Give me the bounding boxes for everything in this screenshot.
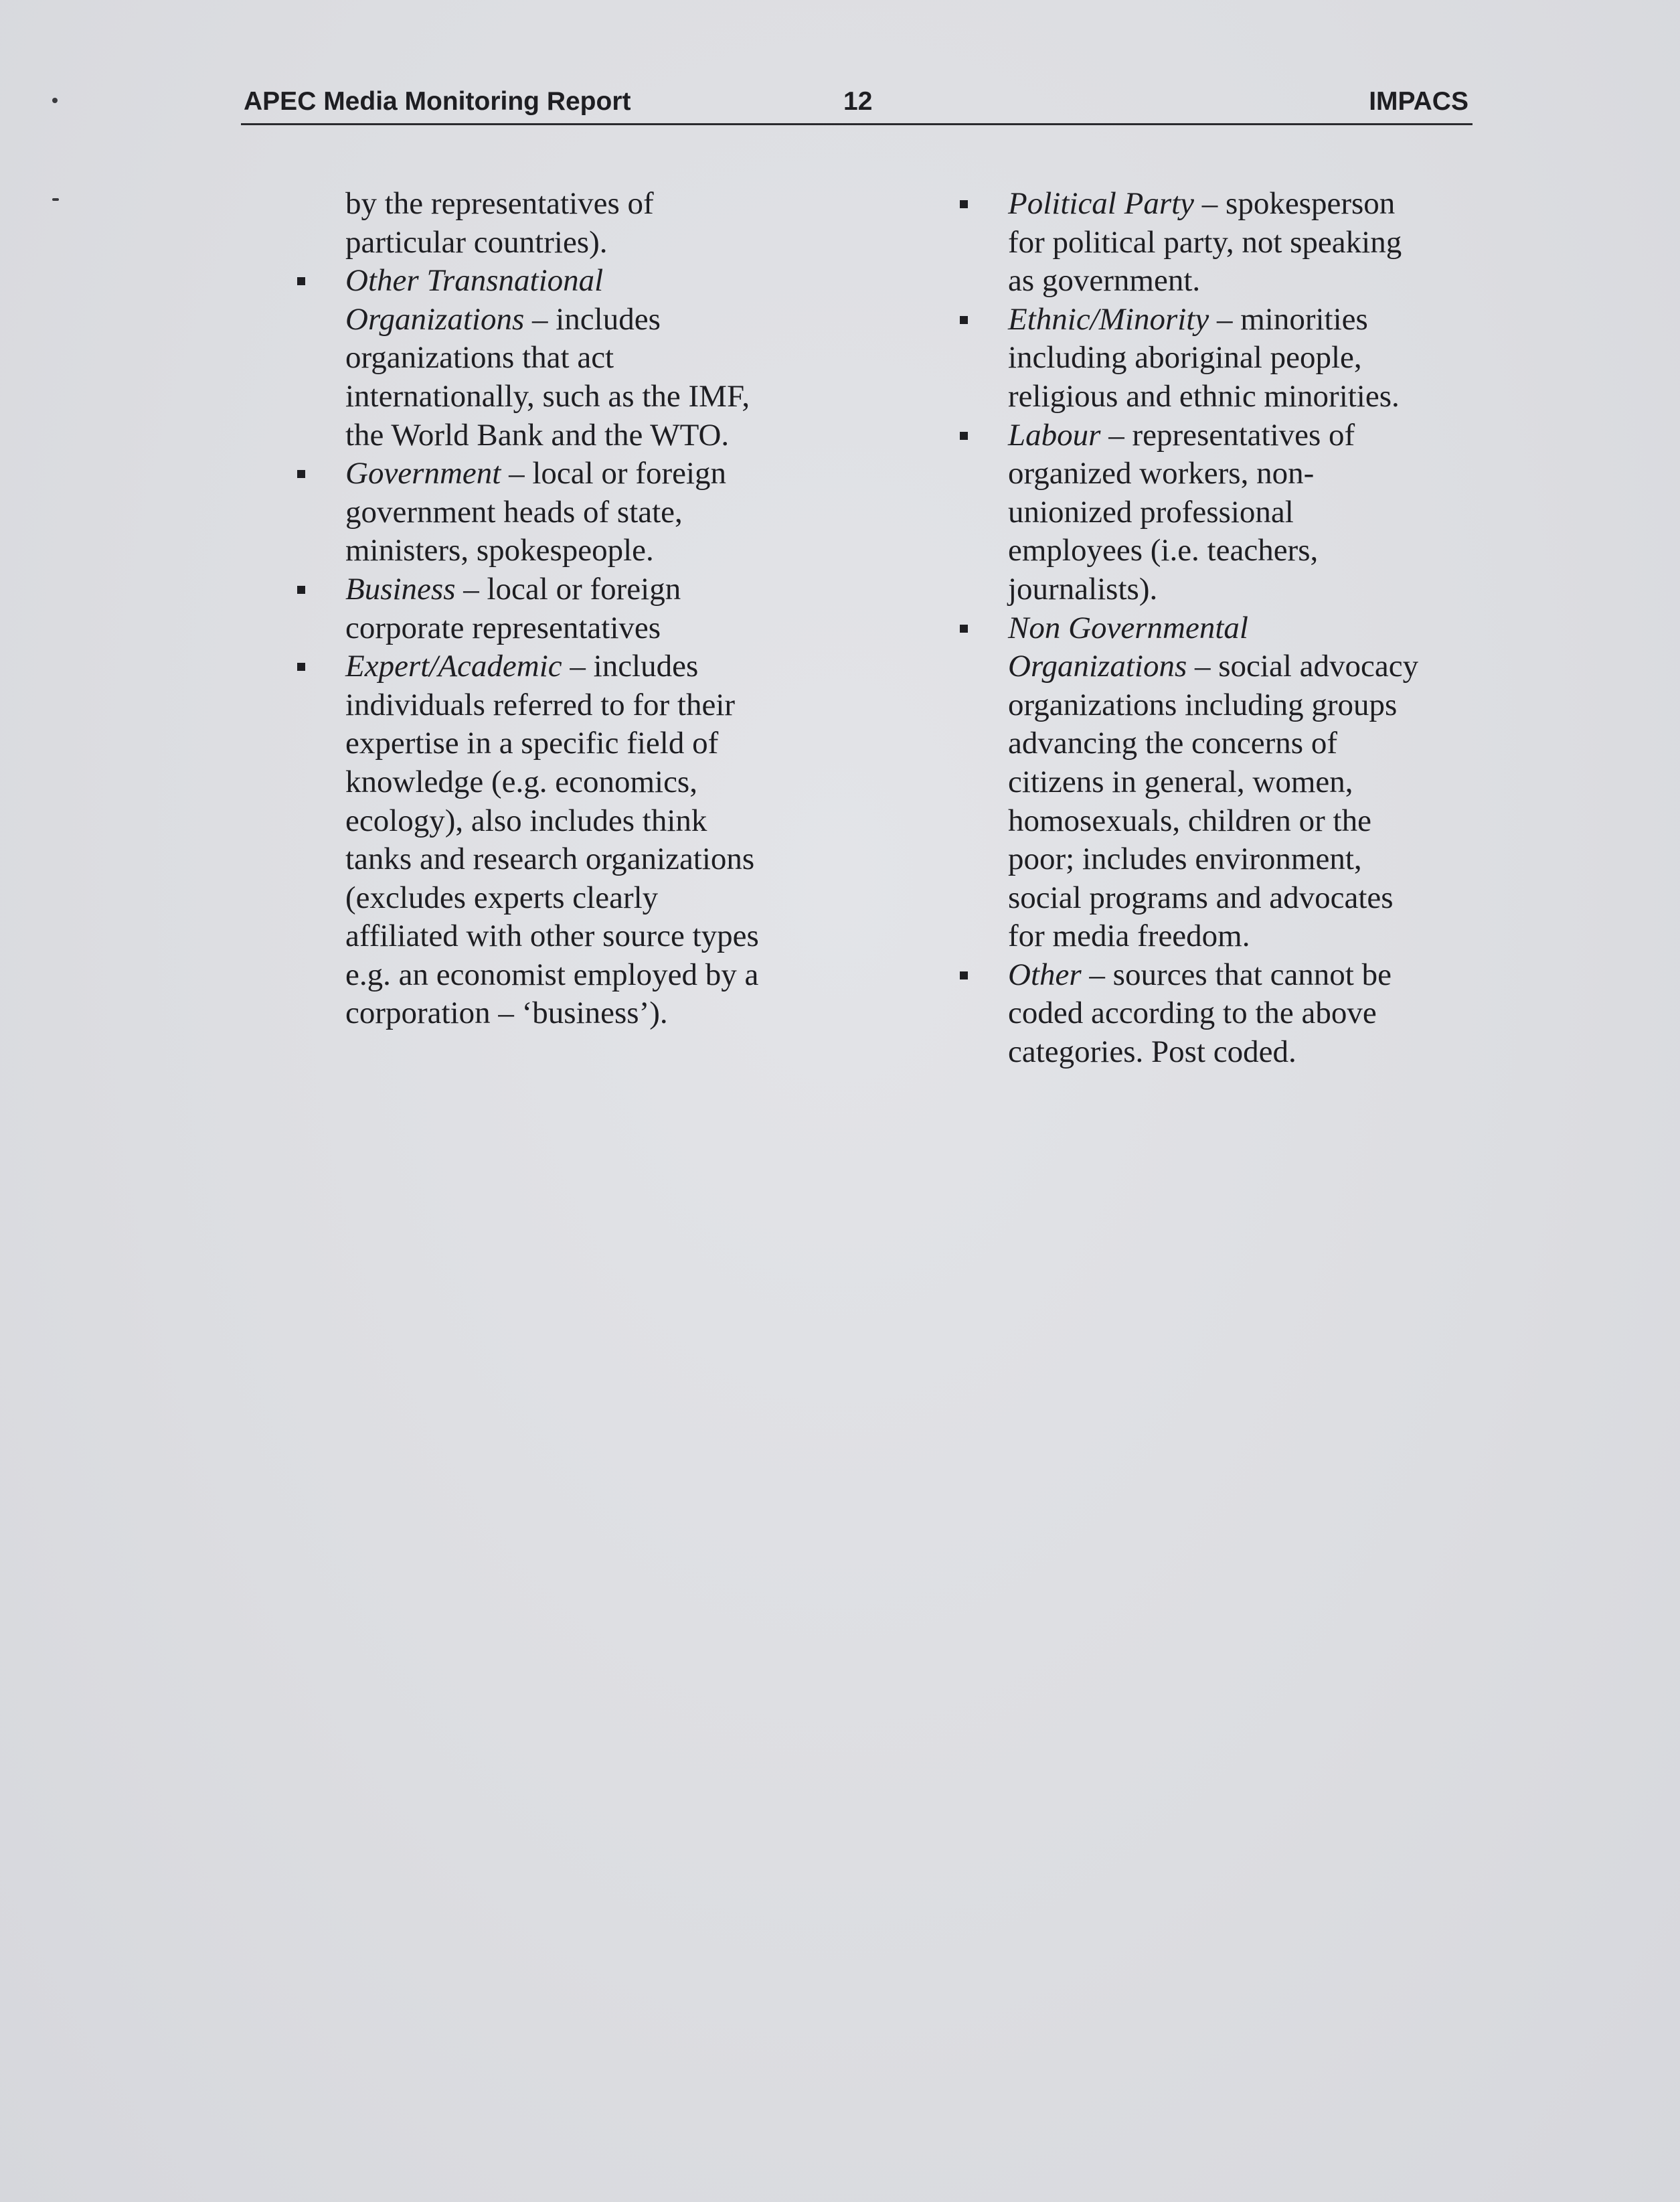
list-item-text xyxy=(345,572,681,645)
list-item-text xyxy=(1008,302,1400,414)
list-item xyxy=(957,609,1493,956)
list-item-text xyxy=(1008,186,1402,298)
list-item-text xyxy=(345,456,726,568)
bullet-icon xyxy=(297,470,305,478)
source-type-term: Labour xyxy=(1008,417,1101,453)
bullet-icon xyxy=(297,277,305,285)
list-item-text xyxy=(345,263,750,452)
source-type-term: Business xyxy=(345,571,456,607)
source-type-term: Other xyxy=(1008,957,1082,992)
source-type-term: Non Governmental Organizations xyxy=(1008,610,1248,684)
source-type-description: – sources that cannot be coded according to the above categories. Post coded. xyxy=(1008,957,1392,1070)
source-type-description: – minorities including aboriginal people, religious and ethnic minorities. xyxy=(1008,301,1400,414)
report-title: APEC Media Monitoring Report xyxy=(244,87,631,116)
scan-speck xyxy=(52,198,59,201)
list-item xyxy=(295,262,830,455)
list-item xyxy=(295,455,830,570)
source-type-description: – local or foreign corporate representatives xyxy=(345,571,681,645)
left-column xyxy=(295,185,830,1033)
bullet-icon xyxy=(960,625,968,633)
list-item xyxy=(957,301,1493,416)
bullet-icon xyxy=(960,971,968,979)
list-item xyxy=(295,570,830,647)
source-type-description: – representatives of organized workers, non- unionized professional employees (i.e. teachers, journalists). xyxy=(1008,417,1355,607)
scan-speck xyxy=(52,98,58,103)
source-type-description: – social advocacy organizations including groups advancing the concerns of citizens in general, women, homosexuals, children or the poor; includes environment, social programs and advocates for media freedom. xyxy=(1008,649,1419,954)
page-number: 12 xyxy=(843,87,873,116)
bullet-icon xyxy=(960,200,968,208)
source-type-description: – includes individuals referred to for their expertise in a specific field of knowledge (e.g. economics, ecology), also includes think tanks and research organizations (excludes experts clearly affiliated with other source types e.g. an economist employed by a corporation – ‘business’). xyxy=(345,649,759,1031)
list-item-text xyxy=(345,649,759,1030)
list-item xyxy=(295,647,830,1033)
list-item xyxy=(957,956,1493,1072)
page-header xyxy=(241,84,1473,125)
continuation-paragraph: by the representatives of particular countries). xyxy=(345,186,654,260)
source-type-description: – local or foreign government heads of state, ministers, spokespeople. xyxy=(345,456,727,568)
bullet-icon xyxy=(960,316,968,324)
right-column xyxy=(957,185,1493,1072)
source-type-description: – spokesperson for political party, not speaking as government. xyxy=(1008,186,1402,299)
list-item-text xyxy=(1008,611,1418,954)
list-item-text xyxy=(1008,418,1355,607)
source-type-term: Expert/Academic xyxy=(345,649,562,684)
list-item xyxy=(957,185,1493,301)
source-type-term: Other Transnational Organizations xyxy=(345,263,604,337)
list-item xyxy=(957,416,1493,609)
source-type-term: Government xyxy=(345,456,501,491)
source-type-description: – includes organizations that act internationally, such as the IMF, the World Bank and the WTO. xyxy=(345,301,750,453)
bullet-icon xyxy=(297,663,305,671)
source-type-term: Ethnic/Minority xyxy=(1008,301,1209,337)
list-item-text xyxy=(1008,957,1392,1069)
bullet-icon xyxy=(960,432,968,440)
bullet-icon xyxy=(297,586,305,594)
organization-name: IMPACS xyxy=(1369,87,1468,116)
source-type-term: Political Party xyxy=(1008,186,1195,221)
